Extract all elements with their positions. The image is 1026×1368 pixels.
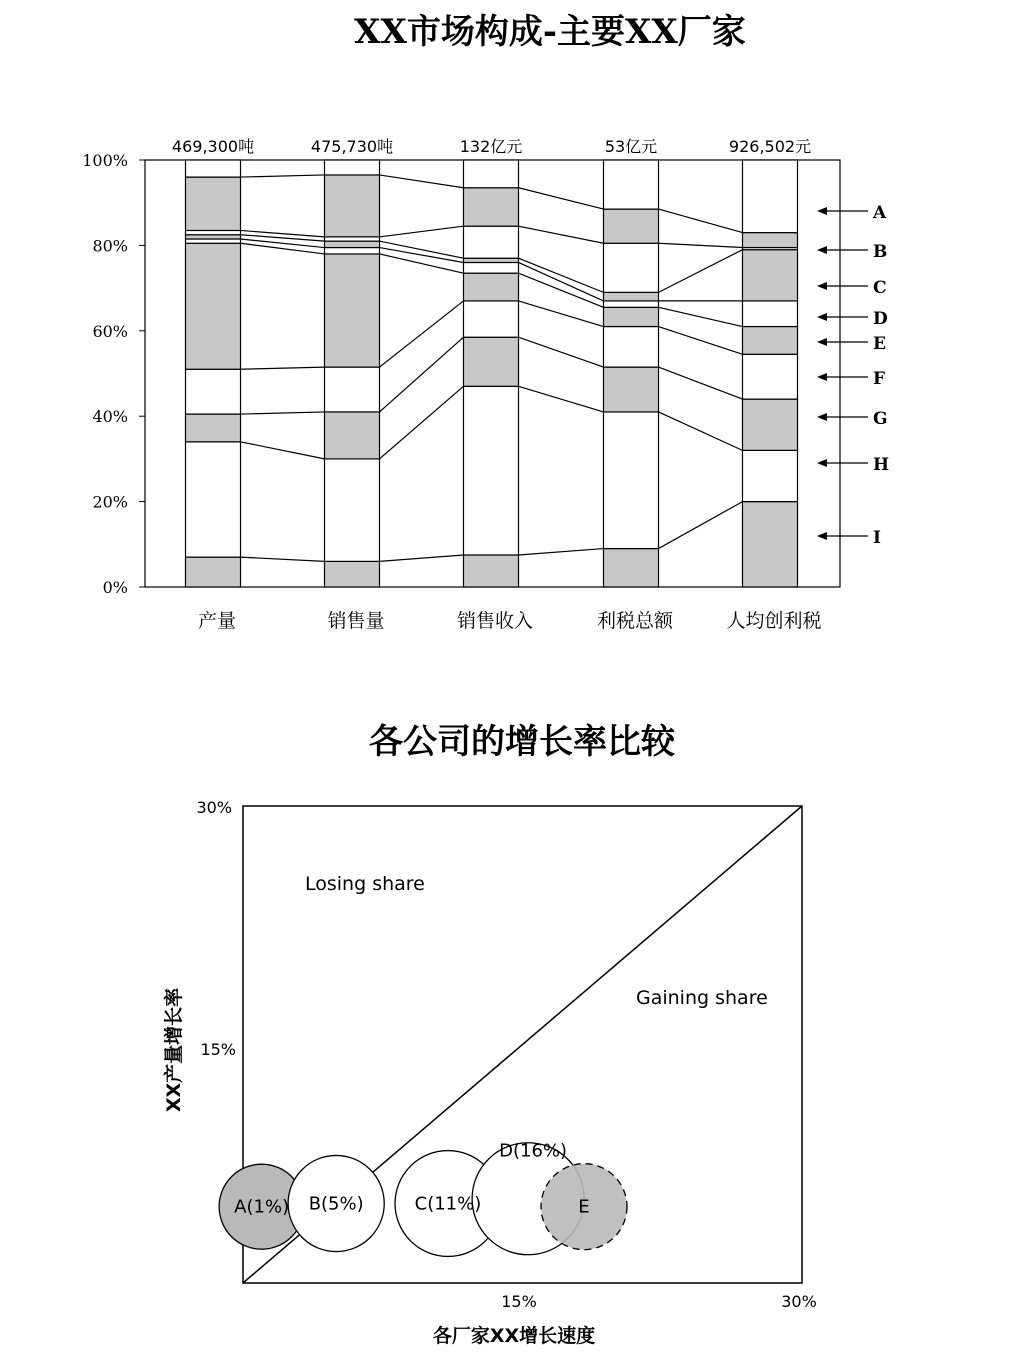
- stacked-segment-item: [464, 160, 519, 188]
- legend-label-i: I: [873, 528, 881, 548]
- gaining-share-label: Gaining share: [636, 987, 768, 1009]
- stacked-connector-line: [659, 307, 743, 326]
- stacked-segment-item: [186, 160, 241, 177]
- stacked-chart-bars: [186, 160, 798, 587]
- stacked-connector-line: [519, 386, 604, 412]
- bubble-label-b-5: B(5%): [308, 1193, 364, 1215]
- stacked-segment-i: [186, 557, 241, 587]
- legend-arrowhead: [817, 282, 827, 290]
- stacked-segment-b: [604, 243, 659, 292]
- stacked-segment-item: [743, 160, 798, 233]
- stacked-segment-e: [604, 307, 659, 326]
- stacked-chart-title: XX市场构成-主要XX厂家: [354, 12, 746, 52]
- stacked-y-tick-label: 40%: [92, 407, 128, 427]
- stacked-connector-line: [659, 209, 743, 232]
- legend-label-c: C: [873, 278, 887, 298]
- stacked-segment-item: [325, 160, 380, 175]
- bubble-label-a-1: A(1%): [234, 1196, 290, 1218]
- legend-arrowhead: [817, 246, 827, 254]
- stacked-total-label: 53亿元: [604, 137, 658, 156]
- legend-label-a: A: [873, 203, 887, 223]
- stacked-connector-line: [241, 175, 325, 177]
- stacked-total-label: 469,300吨: [171, 137, 255, 156]
- stacked-connector-line: [659, 367, 743, 399]
- stacked-y-tick-label: 20%: [92, 492, 128, 512]
- stacked-connector-line: [241, 557, 325, 561]
- stacked-connector-line: [659, 502, 743, 549]
- stacked-segment-g: [743, 399, 798, 450]
- stacked-segment-c: [464, 258, 519, 262]
- bubble-x-tick-mid: 15%: [501, 1292, 537, 1311]
- stacked-segment-a: [743, 233, 798, 248]
- stacked-category-label: 销售量: [327, 610, 385, 632]
- stacked-segment-i: [464, 555, 519, 587]
- stacked-segment-d: [325, 248, 380, 254]
- stacked-connector-line: [380, 175, 464, 188]
- stacked-segment-b: [464, 226, 519, 258]
- bubble-y-axis-label: XX产量增长率: [163, 987, 185, 1113]
- stacked-connector-line: [519, 226, 604, 243]
- stacked-y-tick-label: 80%: [92, 236, 128, 256]
- stacked-connector-line: [659, 412, 743, 450]
- stacked-segment-a: [464, 188, 519, 226]
- bubble-y-tick-mid: 15%: [200, 1040, 236, 1059]
- legend-label-b: B: [873, 242, 888, 262]
- stacked-segment-h: [743, 450, 798, 501]
- stacked-segment-h: [186, 442, 241, 557]
- stacked-category-label: 利税总额: [596, 610, 674, 632]
- stacked-connector-line: [241, 243, 325, 254]
- stacked-connector-line: [380, 337, 464, 412]
- stacked-segment-i: [325, 561, 380, 587]
- stacked-segment-e: [743, 327, 798, 355]
- legend-arrowhead: [817, 532, 827, 540]
- stacked-segment-c: [743, 250, 798, 301]
- stacked-category-label: 产量: [197, 610, 237, 632]
- stacked-connector-line: [380, 226, 464, 237]
- stacked-segment-a: [325, 175, 380, 237]
- bubble-x-axis-label: 各厂家XX增长速度: [432, 1325, 596, 1347]
- stacked-segment-i: [604, 549, 659, 587]
- stacked-segment-a: [186, 177, 241, 230]
- stacked-segment-b: [186, 230, 241, 234]
- stacked-segment-e: [325, 254, 380, 367]
- bubble-y-tick-top: 30%: [196, 798, 232, 817]
- stacked-connector-line: [241, 367, 325, 369]
- legend-arrowhead: [817, 207, 827, 215]
- stacked-segment-b: [325, 237, 380, 241]
- legend-arrowhead: [817, 373, 827, 381]
- stacked-segment-g: [604, 367, 659, 412]
- stacked-segment-e: [186, 243, 241, 369]
- stacked-connector-line: [380, 386, 464, 459]
- stacked-chart-totals: [172, 137, 811, 156]
- stacked-segment-c: [604, 292, 659, 301]
- bubble-label-d-16: D(16%): [499, 1140, 568, 1162]
- bubble-label-c-11: C(11%): [414, 1193, 482, 1215]
- stacked-total-label: 132亿元: [459, 137, 523, 156]
- stacked-connector-line: [241, 442, 325, 459]
- stacked-chart-legend: [817, 203, 889, 548]
- legend-arrowhead: [817, 313, 827, 321]
- legend-arrowhead: [817, 338, 827, 346]
- stacked-segment-a: [604, 209, 659, 243]
- stacked-segment-g: [464, 337, 519, 386]
- stacked-y-tick-label: 100%: [82, 151, 128, 170]
- stacked-connector-line: [519, 262, 604, 300]
- stacked-connector-line: [659, 250, 743, 293]
- stacked-category-label: 人均创利税: [726, 610, 822, 632]
- legend-arrowhead: [817, 459, 827, 467]
- stacked-segment-f: [604, 327, 659, 368]
- stacked-segment-f: [464, 301, 519, 337]
- stacked-connector-line: [519, 337, 604, 367]
- bubble-x-tick-end: 30%: [781, 1292, 817, 1311]
- bubble-chart: [162, 722, 817, 1347]
- legend-label-f: F: [873, 369, 886, 389]
- stacked-segment-h: [464, 386, 519, 555]
- stacked-connector-line: [519, 273, 604, 307]
- stacked-segment-d: [743, 301, 798, 327]
- stacked-segment-f: [743, 354, 798, 399]
- stacked-connector-line: [380, 254, 464, 273]
- legend-label-h: H: [873, 455, 890, 475]
- bubble-chart-title: 各公司的增长率比较: [369, 722, 675, 762]
- legend-arrowhead: [817, 413, 827, 421]
- stacked-category-label: 销售收入: [456, 610, 534, 632]
- stacked-segment-c: [186, 235, 241, 239]
- stacked-segment-e: [464, 273, 519, 301]
- legend-label-d: D: [873, 309, 888, 329]
- stacked-segment-g: [186, 414, 241, 442]
- stacked-segment-f: [325, 367, 380, 412]
- stacked-connector-line: [380, 555, 464, 561]
- bubble-chart-bubbles: [219, 1141, 627, 1257]
- legend-label-e: E: [873, 334, 886, 354]
- stacked-connector-line: [659, 327, 743, 355]
- stacked-segment-f: [186, 369, 241, 414]
- stacked-segment-d: [464, 262, 519, 273]
- stacked-segment-item: [604, 160, 659, 209]
- stacked-connector-line: [519, 549, 604, 555]
- stacked-connector-line: [380, 301, 464, 367]
- bubble-label-e: E: [578, 1196, 590, 1218]
- stacked-connector-line: [519, 188, 604, 209]
- losing-share-label: Losing share: [305, 873, 425, 895]
- stacked-chart-categories: [198, 610, 822, 632]
- stacked-total-label: 475,730吨: [310, 137, 394, 156]
- stacked-chart: [82, 12, 889, 632]
- stacked-y-tick-label: 0%: [102, 578, 128, 597]
- stacked-connector-line: [519, 258, 604, 292]
- legend-label-g: G: [873, 409, 888, 429]
- stacked-total-label: 926,502元: [728, 137, 812, 156]
- stacked-segment-i: [743, 502, 798, 587]
- stacked-segment-c: [325, 241, 380, 247]
- stacked-segment-d: [186, 239, 241, 243]
- stacked-connector-line: [659, 243, 743, 247]
- stacked-connector-line: [241, 412, 325, 414]
- stacked-segment-h: [604, 412, 659, 549]
- stacked-segment-d: [604, 301, 659, 307]
- stacked-chart-y-ticks: [82, 151, 145, 597]
- stacked-connector-line: [519, 301, 604, 327]
- stacked-segment-g: [325, 412, 380, 459]
- stacked-y-tick-label: 60%: [92, 321, 128, 341]
- stacked-segment-h: [325, 459, 380, 561]
